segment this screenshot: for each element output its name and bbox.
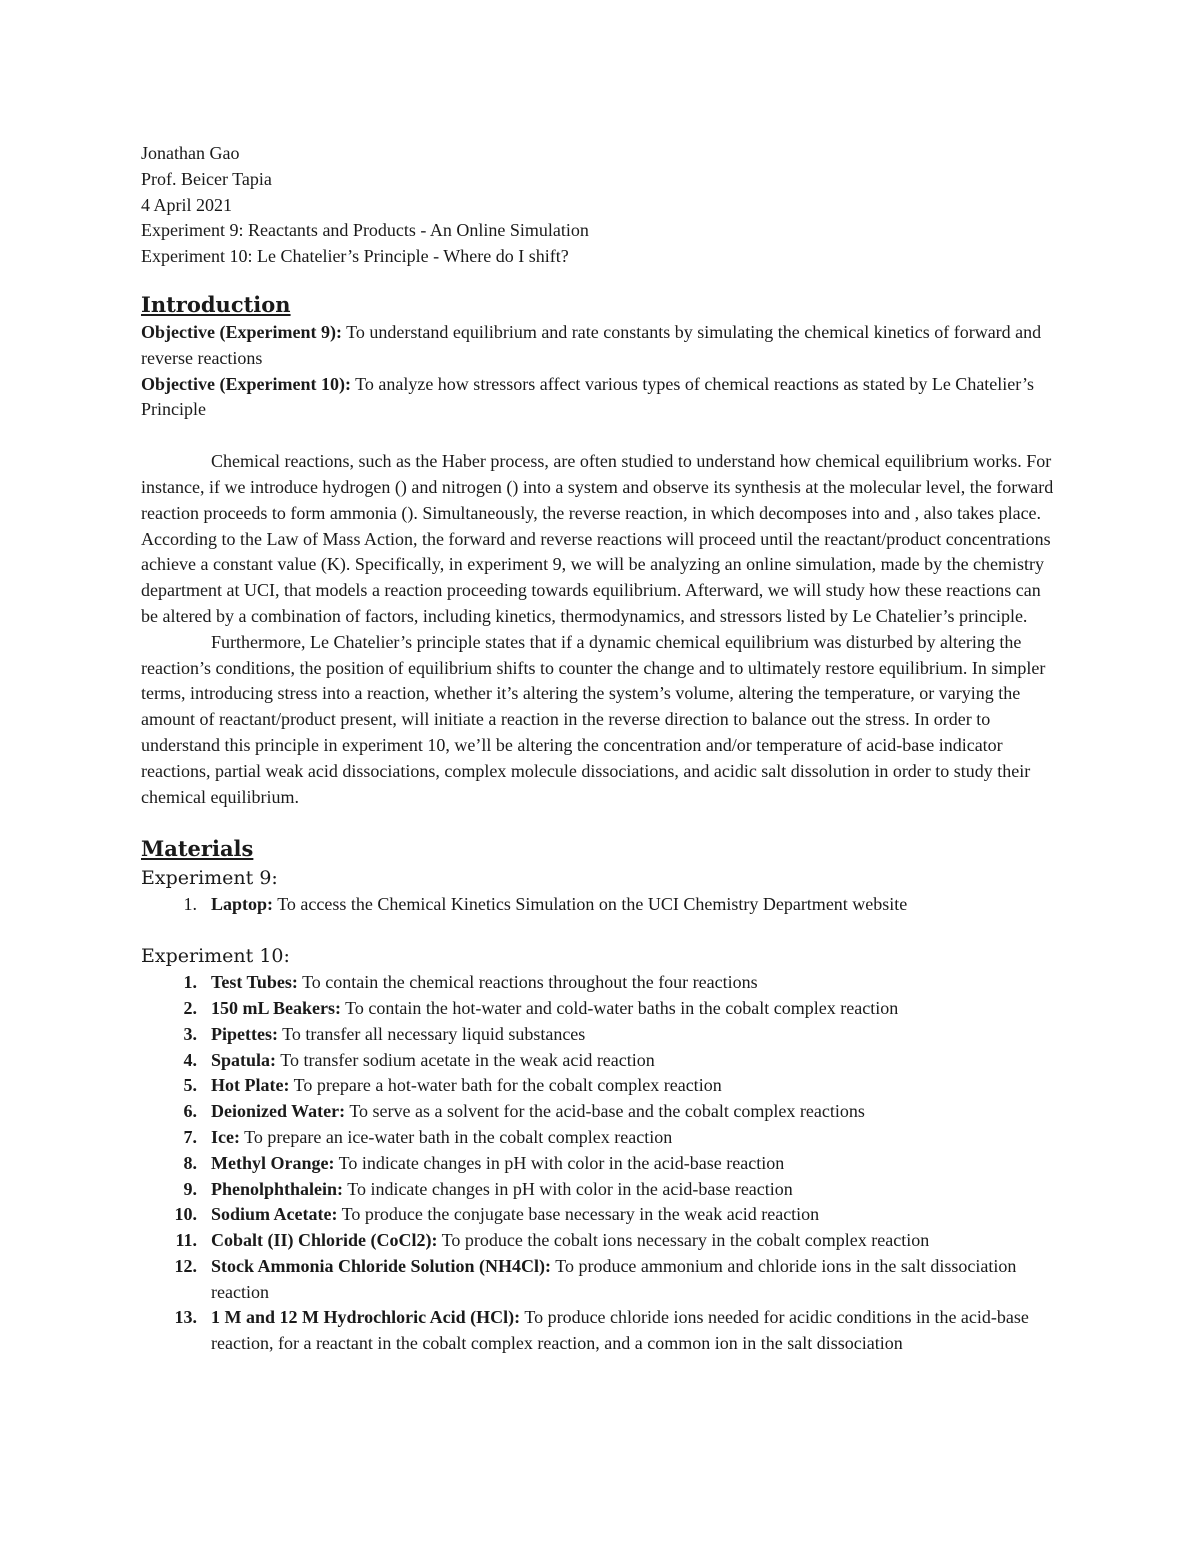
document-header bbox=[141, 141, 1061, 270]
list-item: 6. Deionized Water: To serve as a solvent for the acid-base and the cobalt complex reactions bbox=[183, 1101, 865, 1122]
objective-experiment-9 bbox=[141, 320, 1061, 372]
list-item: 13. 1 M and 12 M Hydrochloric Acid (HCl): To produce chloride ions needed for acidic conditions in the acid-base reaction, for a reactant in the cobalt complex reaction, and a common ion in the salt dissociation bbox=[174, 1307, 1029, 1354]
objective-9-label: Objective (Experiment 9): bbox=[141, 321, 342, 342]
list-item: 4. Spatula: To transfer sodium acetate in the weak acid reaction bbox=[183, 1049, 655, 1070]
objective-9-text: To understand equilibrium and rate constants by simulating the chemical kinetics of forward and reverse reactions bbox=[141, 321, 1042, 368]
introduction-heading: Introduction bbox=[141, 291, 291, 317]
experiment-9-materials-heading: Experiment 9: bbox=[141, 867, 278, 890]
list-item: 7. Ice: To prepare an ice-water bath in the cobalt complex reaction bbox=[183, 1126, 673, 1147]
experiment-10-materials-list bbox=[141, 970, 1061, 1357]
list-item: 12. Stock Ammonia Chloride Solution (NH4Cl): To produce ammonium and chloride ions in the salt dissociation reaction bbox=[174, 1255, 1017, 1302]
experiment-10-title: Experiment 10: Le Chatelier’s Principle - Where do I shift? bbox=[141, 246, 569, 267]
list-item: 9. Phenolphthalein: To indicate changes in pH with color in the acid-base reaction bbox=[183, 1178, 793, 1199]
report-date: 4 April 2021 bbox=[141, 194, 233, 215]
professor-name: Prof. Beicer Tapia bbox=[141, 168, 272, 189]
author-name: Jonathan Gao bbox=[141, 143, 240, 163]
introduction-paragraph-1: Chemical reactions, such as the Haber process, are often studied to understand how chemical equilibrium works. For instance, if we introduce hydrogen () and nitrogen () into a system and observe its synthesis at the molecular level, the forward reaction proceeds to form ammonia (). Simultaneously, the reverse reaction, in which decomposes into and , also takes place. According to the Law of Mass Action, the forward and reverse reactions will proceed until the reactant/product concentrations achieve a constant value (K). Specifically, in experiment 9, we will be analyzing an online simulation, made by the chemistry department at UCI, that models a reaction proceeding towards equilibrium. Afterward, we will study how these reactions can be altered by a combination of factors, including kinetics, thermodynamics, and stressors listed by Le Chatelier’s principle. bbox=[141, 451, 1054, 626]
materials-section bbox=[141, 834, 1061, 1357]
objective-10-text: To analyze how stressors affect various types of chemical reactions as stated by Le Chatelier’s Principle bbox=[141, 373, 1034, 420]
list-item: 1. Test Tubes: To contain the chemical reactions throughout the four reactions bbox=[183, 972, 758, 993]
materials-heading: Materials bbox=[141, 836, 254, 862]
introduction-paragraph-2: Furthermore, Le Chatelier’s principle states that if a dynamic chemical equilibrium was disturbed by altering the reaction’s conditions, the position of equilibrium shifts to counter the change and to ultimately restore equilibrium. In simpler terms, introducing stress into a reaction, whether it’s altering the system’s volume, altering the temperature, or varying the amount of reactant/product present, will initiate a reaction in the reverse direction to balance out the stress. In order to understand this principle in experiment 10, we’ll be altering the concentration and/or temperature of acid-base indicator reactions, partial weak acid dissociations, complex molecule dissociations, and acidic salt dissolution in order to study their chemical equilibrium. bbox=[141, 631, 1046, 807]
list-item: 2. 150 mL Beakers: To contain the hot-water and cold-water baths in the cobalt complex reaction bbox=[183, 997, 899, 1018]
introduction-section bbox=[141, 290, 1061, 810]
experiment-9-title: Experiment 9: Reactants and Products - An Online Simulation bbox=[141, 220, 589, 241]
list-item: 5. Hot Plate: To prepare a hot-water bath for the cobalt complex reaction bbox=[183, 1075, 722, 1096]
document-page bbox=[141, 141, 1061, 1357]
paragraph-spacer bbox=[141, 423, 1061, 449]
experiment-9-materials-list bbox=[141, 892, 1061, 918]
list-item: 3. Pipettes: To transfer all necessary liquid substances bbox=[183, 1023, 586, 1044]
objective-10-label: Objective (Experiment 10): bbox=[141, 373, 351, 394]
experiment-10-materials-heading: Experiment 10: bbox=[141, 945, 290, 968]
list-item: 8. Methyl Orange: To indicate changes in pH with color in the acid-base reaction bbox=[183, 1152, 785, 1173]
list-item: 1. Laptop: To access the Chemical Kinetics Simulation on the UCI Chemistry Department website bbox=[183, 894, 908, 915]
list-item: 11. Cobalt (II) Chloride (CoCl2): To produce the cobalt ions necessary in the cobalt complex reaction bbox=[175, 1230, 930, 1251]
list-item: 10. Sodium Acetate: To produce the conjugate base necessary in the weak acid reaction bbox=[174, 1204, 820, 1225]
objective-experiment-10 bbox=[141, 372, 1061, 424]
